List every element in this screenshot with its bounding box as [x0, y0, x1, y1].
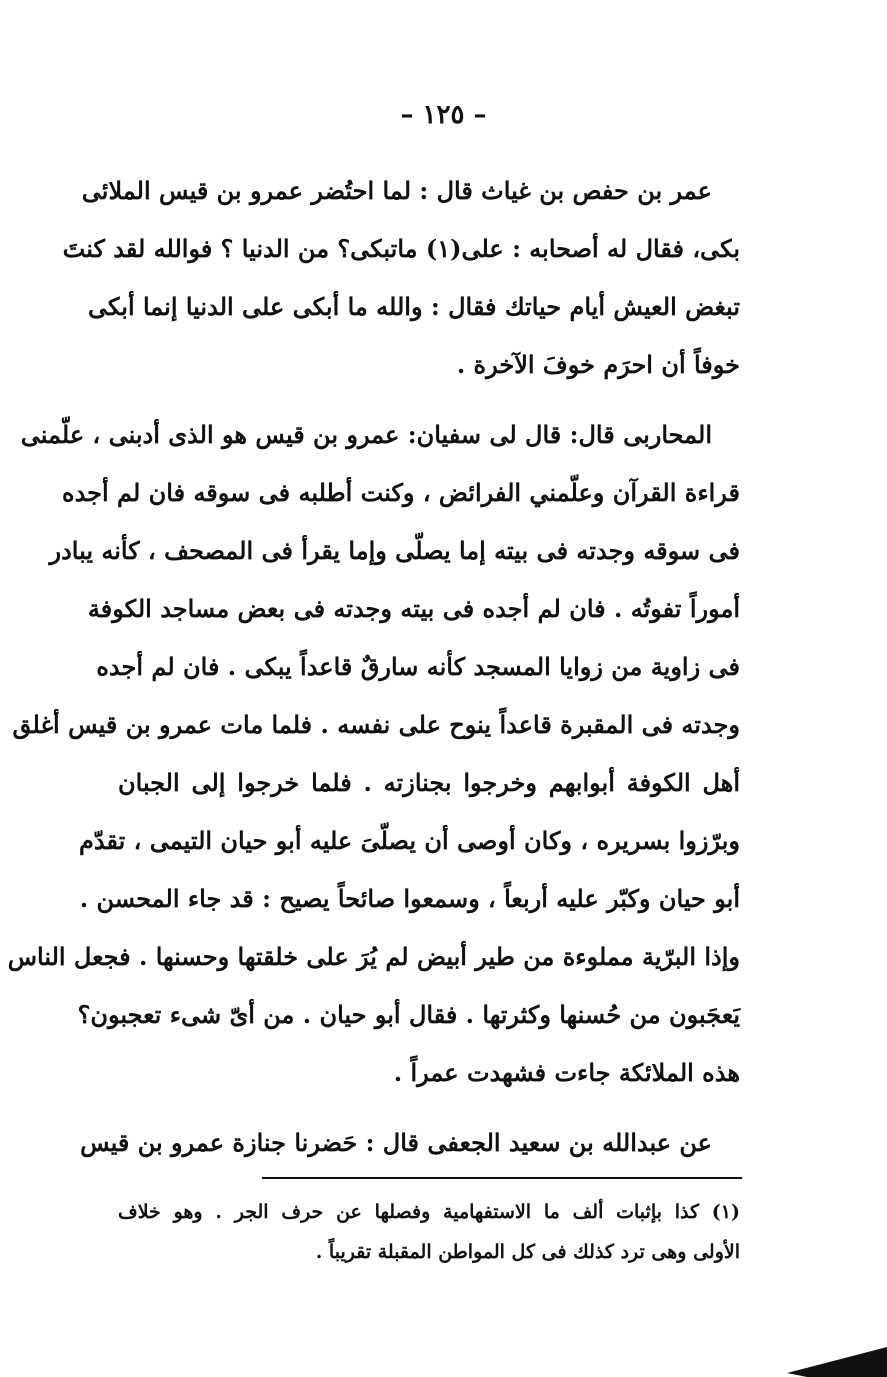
text-line: عن عبدالله بن سعيد الجعفى قال : حَضرنا جنازة عمرو بن قيس	[80, 1128, 712, 1157]
text-line: وإذا البرّية مملوءة من طير أبيض لم يُرَ على خلقتها وحسنها . فجعل الناس	[7, 942, 740, 971]
text-line: فى زاوية من زوايا المسجد كأنه سارقٌ قاعداً يبكى . فان لم أجده	[96, 652, 740, 681]
text-line: تبغض العيش أيام حياتك فقال : والله ما أبكى على الدنيا إنما أبكى	[88, 292, 740, 321]
text-line: هذه الملائكة جاءت فشهدت عمراً .	[393, 1058, 740, 1087]
footnote-line: (١) كذا بإثبات ألف ما الاستفهامية وفصلها عن حرف الجر . وهو خلاف	[118, 1201, 740, 1223]
text-line: وبرّزوا بسريره ، وكان أوصى أن يصلّىَ عليه أبو حيان التيمى ، تقدّم	[78, 826, 740, 855]
text-line: المحاربى قال: قال لى سفيان: عمرو بن قيس هو الذى أدبنى ، علّمنى	[20, 420, 712, 449]
text-line: فى سوقه وجدته فى بيته إما يصلّى وإما يقرأ فى المصحف ، كأنه يبادر	[49, 536, 740, 565]
paragraph-gap	[118, 394, 740, 406]
footnote-divider	[262, 1177, 742, 1179]
text-line: أهل الكوفة أبوابهم وخرجوا بجنازته . فلما خرجوا إلى الجبان	[118, 768, 740, 797]
text-line: أبو حيان وكبّر عليه أربعاً ، وسمعوا صائحاً يصيح : قد جاء المحسن .	[79, 884, 740, 913]
text-line: قراءة القرآن وعلّمني الفرائض ، وكنت أطلبه فى سوقه فان لم أجده	[62, 478, 740, 507]
paragraph-gap	[118, 1102, 740, 1114]
footnote	[118, 1192, 740, 1272]
text-line: يَعجَبون من حُسنها وكثرتها . فقال أبو حيان . من أىّ شىء تعجبون؟	[77, 1000, 740, 1029]
text-line: أموراً تفوتُه . فان لم أجده فى بيته وجدته فى بعض مساجد الكوفة	[87, 594, 740, 623]
page-corner-shadow	[787, 1337, 887, 1377]
text-line: وجدته فى المقبرة قاعداً ينوح على نفسه . فلما مات عمرو بن قيس أغلق	[12, 710, 740, 739]
footnote-line: الأولى وهى ترد كذلك فى كل المواطن المقبلة تقريباً .	[315, 1241, 740, 1263]
text-line: خوفاً أن احرَم خوفَ الآخرة .	[456, 350, 740, 379]
text-line: بكى، فقال له أصحابه : على(١) ماتبكى؟ من الدنيا ؟ فوالله لقد كنتَ	[62, 234, 740, 263]
text-line: عمر بن حفص بن غياث قال : لما احتُضر عمرو بن قيس الملائى	[81, 176, 712, 205]
page-number: – ١٢٥ –	[400, 100, 487, 130]
body-text	[7, 162, 740, 1172]
